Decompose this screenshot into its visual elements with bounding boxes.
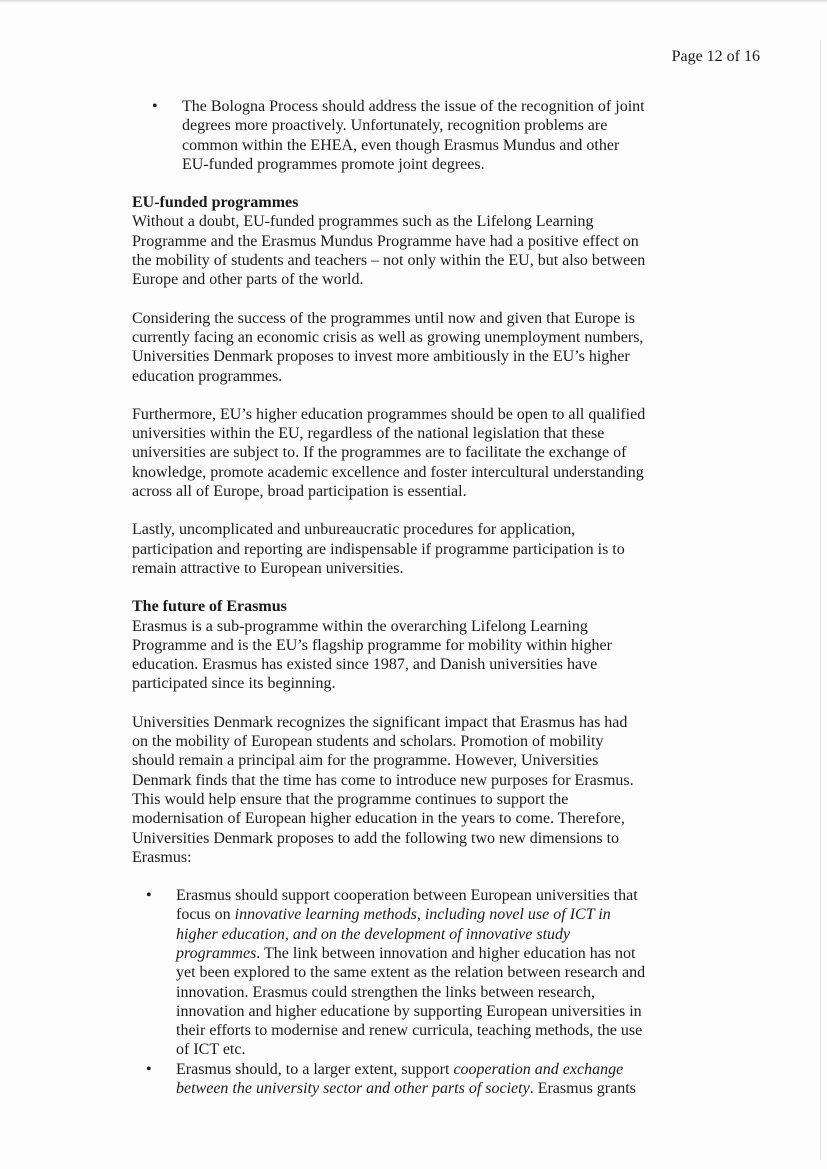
erasmus-bullet-list bbox=[132, 886, 646, 1098]
list-item bbox=[132, 886, 646, 1060]
bullet-text-emphasis: cooperation and exchange between the university sector and other parts of society bbox=[176, 1060, 624, 1098]
bullet-icon: • bbox=[146, 1060, 152, 1078]
bullet-text-post: . Erasmus grants bbox=[529, 1080, 636, 1098]
page-number: Page 12 of 16 bbox=[671, 48, 760, 65]
bullet-text: The Bologna Process should address the issue of the recognition of joint degrees more proactively. Unfortunately, recognition problems are common within the EHEA, even though Erasmus Mundus and other EU-funded programmes promote joint degrees. bbox=[182, 98, 645, 173]
bullet-icon: • bbox=[146, 887, 152, 905]
paragraph: Erasmus is a sub-programme within the overarching Lifelong Learning Programme and is the EU’s flagship programme for mobility within higher education. Erasmus has existed since 1987, and Danish universities have participated since its beginning. bbox=[132, 617, 612, 693]
bullet-text-post: . The link between innovation and higher education has not yet been explored to the same extent as the relation between research and innovation. Erasmus could strengthen the links between research, innovation and higher educatione by supporting European universities in their efforts to modernise and renew curricula, teaching methods, the use of ICT etc. bbox=[176, 944, 646, 1059]
bullet-icon: • bbox=[152, 98, 158, 115]
list-item bbox=[132, 97, 646, 174]
document-body bbox=[132, 97, 646, 1098]
bullet-text-emphasis: innovative learning methods, including novel use of ICT in higher education, and on the development of innovative study programmes bbox=[176, 906, 611, 962]
section-heading-eu-funded: EU-funded programmes bbox=[132, 194, 299, 212]
paragraph: Considering the success of the programmes until now and given that Europe is currently facing an economic crisis as well as growing unemployment numbers, Universities Denmark proposes to invest more ambitiously in the EU’s higher education programmes. bbox=[132, 309, 644, 385]
list-item bbox=[132, 1060, 646, 1099]
paragraph: Furthermore, EU’s higher education programmes should be open to all qualified universities within the EU, regardless of the national legislation that these universities are subject to. If the programmes are to facilitate the exchange of knowledge, promote academic excellence and foster intercultural understanding across all of Europe, broad participation is essential. bbox=[132, 405, 646, 501]
bologna-bullet-list bbox=[132, 97, 646, 174]
bullet-text-pre: Erasmus should support cooperation between European universities that focus on bbox=[176, 887, 638, 924]
paragraph: Universities Denmark recognizes the significant impact that Erasmus has had on the mobility of European students and scholars. Promotion of mobility should remain a principal aim for the programme. However, Universities Denmark finds that the time has come to introduce new purposes for Erasmus. This would help ensure that the programme continues to support the modernisation of European higher education in the years to come. Therefore, Universities Denmark proposes to add the following two new dimensions to Erasmus: bbox=[132, 713, 634, 866]
section-heading-future-erasmus: The future of Erasmus bbox=[132, 598, 287, 616]
paragraph: Lastly, uncomplicated and unbureaucratic procedures for application, participation and reporting are indispensable if programme participation is to remain attractive to European universities. bbox=[132, 521, 625, 577]
scan-edge-right bbox=[820, 40, 821, 1160]
scan-edge-top bbox=[0, 0, 827, 3]
bullet-text-pre: Erasmus should, to a larger extent, support bbox=[176, 1060, 454, 1078]
paragraph: Without a doubt, EU-funded programmes such as the Lifelong Learning Programme and the Erasmus Mundus Programme have had a positive effect on the mobility of students and teachers – not only within the EU, but also between Europe and other parts of the world. bbox=[132, 213, 646, 289]
